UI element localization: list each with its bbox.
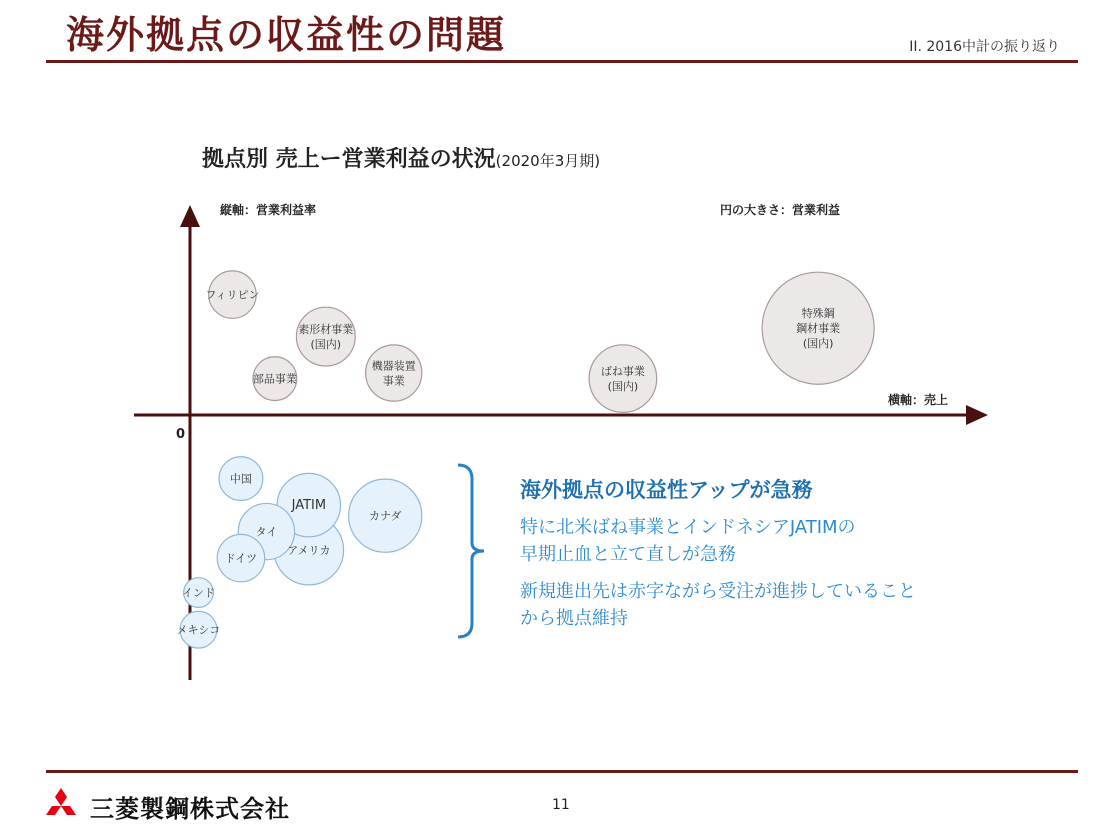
data-bubble <box>296 307 355 366</box>
callout-line: 新規進出先は赤字ながら受注が進捗していること <box>520 581 916 602</box>
bubble-label: 機器装置 <box>371 359 416 373</box>
origin-label: 0 <box>176 427 186 442</box>
bubble-label: インド <box>181 586 215 600</box>
section-label: II. 2016中計の振り返り <box>909 39 1060 55</box>
bubble-label: タイ <box>255 525 278 539</box>
bubble-label: メキシコ <box>176 623 221 637</box>
bubble-label: カナダ <box>369 509 402 523</box>
y-axis-label: 縦軸：営業利益率 <box>220 203 317 217</box>
company-name: 三菱製鋼株式会社 <box>90 794 290 823</box>
bubble-label: (国内) <box>607 380 639 394</box>
bubble-label: JATIM <box>291 498 327 514</box>
page-number: 11 <box>552 797 570 813</box>
slide-title: 海外拠点の収益性の問題 <box>66 13 507 57</box>
bubble-label: フィリピン <box>205 288 260 302</box>
bubble-label: (国内) <box>802 337 834 351</box>
company-logo <box>40 788 290 824</box>
data-bubble <box>589 345 657 413</box>
bubble-label: 部品事業 <box>252 372 297 386</box>
bubble-label: アメリカ <box>287 544 331 558</box>
bubble-label: (国内) <box>310 338 342 352</box>
callout-line: 特に北米ばね事業とインドネシアJATIMの <box>520 517 856 538</box>
bubble-label: ドイツ <box>224 552 258 566</box>
bubble-size-label: 円の大きさ：営業利益 <box>720 203 841 217</box>
bubble-label: 特殊鋼 <box>801 307 835 321</box>
data-bubble <box>366 345 422 401</box>
chart-title-main: 拠点別 売上ー営業利益の状況 <box>202 147 496 172</box>
bubble-label: ばね事業 <box>600 365 645 379</box>
y-axis-arrow <box>180 205 200 227</box>
x-axis-arrow <box>966 405 988 425</box>
callout <box>520 474 916 632</box>
bubble-label: 事業 <box>382 374 405 388</box>
callout-line: 早期止血と立て直しが急務 <box>520 544 736 565</box>
chart-subtitle: (2020年3月期) <box>495 152 601 170</box>
callout-line: から拠点維持 <box>520 608 628 629</box>
bubble-label: 鋼材事業 <box>796 322 841 336</box>
bubble-label: 素形材事業 <box>298 323 354 337</box>
callout-heading: 海外拠点の収益性アップが急務 <box>520 478 813 502</box>
three-diamonds-icon <box>40 788 82 824</box>
x-axis-label: 横軸：売上 <box>888 393 949 407</box>
bubble-label: 中国 <box>229 472 252 486</box>
callout-bracket <box>458 465 484 637</box>
footer-rule <box>46 770 1078 773</box>
